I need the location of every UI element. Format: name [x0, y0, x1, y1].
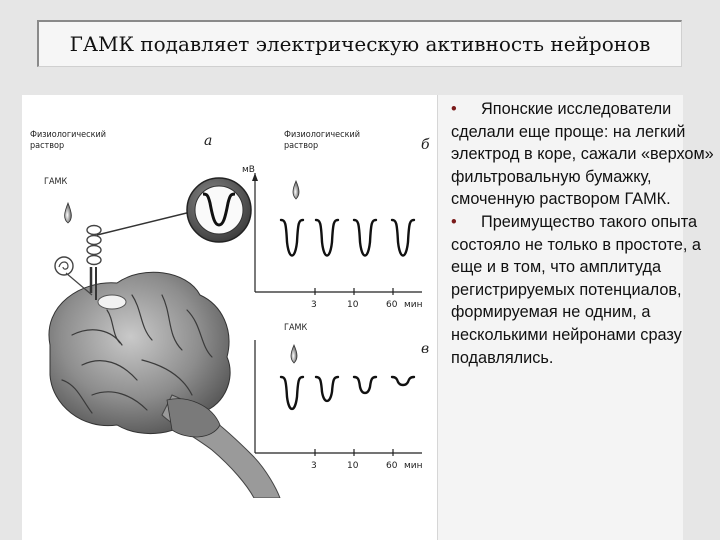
- panel-b-tick-3: 3: [311, 300, 317, 310]
- panel-b-tick-60: 60: [386, 300, 398, 310]
- bullet-text: Японские исследователи сделали еще проще: на легкий электрод в коре, сажали «верхом» фильтровальную бумажку, смоченную раствором ГАМК.: [451, 100, 714, 209]
- bullet-marker: •: [451, 212, 457, 231]
- panel-b-letter: б: [421, 137, 430, 153]
- panel-b-x-unit: мин: [404, 300, 423, 310]
- bullet-text: Преимущество такого опыта состояло не только в простоте, а еще и в том, что амплитуда регистрируемых потенциалов, формируемая не одним, а несколькими нейронами сразу подавлялись.: [451, 212, 701, 367]
- panel-b-waveform-2: [316, 220, 338, 256]
- panel-c-axes: [255, 340, 422, 456]
- panel-b-waveform-4: [392, 220, 414, 256]
- saline-drop-icon: [293, 181, 299, 199]
- bullet-item-1: [451, 98, 714, 211]
- panel-b-traces: [281, 220, 414, 256]
- panel-a-letter: а: [204, 133, 213, 149]
- panel-c-traces: [281, 377, 414, 409]
- panel-c-tick-3: 3: [311, 461, 317, 471]
- panel-c-waveform-1: [281, 377, 303, 409]
- bullet-marker: •: [451, 100, 457, 118]
- panel-c-tick-60: 60: [386, 461, 398, 471]
- panel-c-waveform-3: [354, 377, 376, 393]
- experiment-figure: [22, 95, 435, 498]
- panel-b-tick-10: 10: [347, 300, 359, 310]
- panel-c-waveform-4: [392, 377, 414, 385]
- panel-a-gaba-label: ГАМК: [44, 177, 68, 187]
- brain-illustration: [49, 272, 280, 498]
- slide-title: ГАМК подавляет электрическую активность нейронов: [37, 20, 682, 67]
- panel-c-x-unit: мин: [404, 461, 423, 471]
- panel-b-waveform-3: [354, 220, 376, 256]
- left-margin: [0, 95, 22, 540]
- panel-a-solution-label: Физиологический раствор: [30, 130, 107, 151]
- text-panel: [437, 95, 714, 540]
- panel-b-y-unit: мВ: [242, 165, 255, 175]
- panel-c-tick-10: 10: [347, 461, 359, 471]
- panel-b-solution-label: Физиологический раствор: [284, 130, 361, 151]
- panel-c-waveform-2: [316, 377, 338, 401]
- panel-b-waveform-1: [281, 220, 303, 256]
- panel-c-letter: в: [421, 341, 430, 357]
- figure-drawing: [22, 95, 435, 498]
- gaba-drop-icon: [291, 345, 297, 363]
- panel-c-gaba-label: ГАМК: [284, 323, 308, 333]
- bullet-item-2: [451, 211, 714, 369]
- oscilloscope-meter-icon: [187, 178, 251, 242]
- bullet-list: [451, 98, 714, 369]
